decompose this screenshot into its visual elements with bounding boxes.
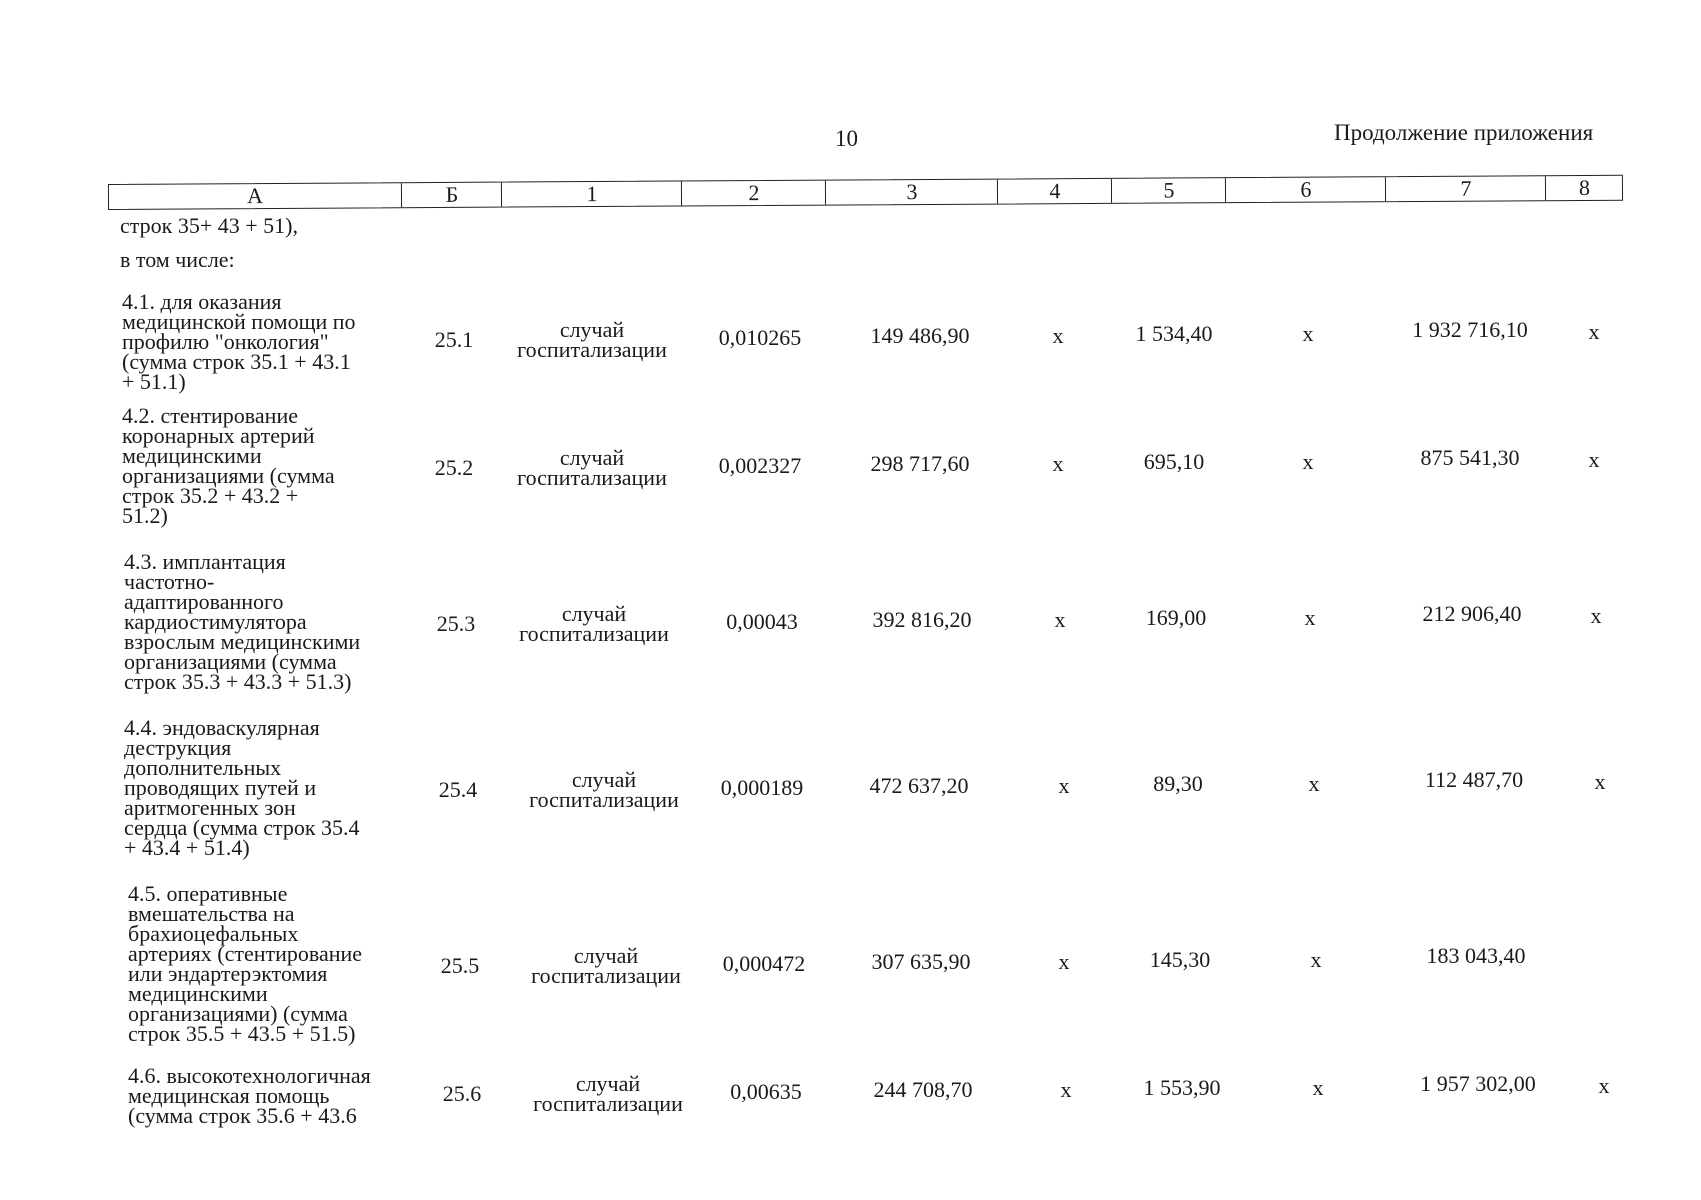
- row-col-4: х: [1054, 607, 1066, 632]
- row-col-5: 1 534,40: [1135, 321, 1213, 346]
- row-col-7: 112 487,70: [1424, 767, 1524, 792]
- row-description: 4.1. для оказания медицинской помощи по профилю "онкология" (сумма строк 35.1 + 43.1 + 51.1): [122, 289, 356, 394]
- row-unit: случай госпитализации: [517, 317, 667, 362]
- row-col-6: х: [1312, 1075, 1324, 1100]
- row-col-2: 0,000472: [722, 951, 806, 976]
- row-code: 25.2: [434, 455, 474, 480]
- row-col-4: х: [1060, 1077, 1072, 1102]
- continuation-caption: Продолжение приложения: [1334, 120, 1594, 145]
- row-unit: случай госпитализации: [519, 601, 669, 646]
- row-code: 25.4: [438, 777, 478, 802]
- row-col-3: 149 486,90: [870, 323, 970, 348]
- header-cell-5: 5: [1111, 178, 1226, 203]
- row-col-8: х: [1594, 769, 1606, 794]
- row-col-3: 244 708,70: [873, 1077, 973, 1102]
- row-description: 4.3. имплантация частотно- адаптированного кардиостимулятора взрослым медицинскими организациями (сумма строк 35.3 + 43.3 + 51.3): [124, 549, 361, 694]
- row-col-2: 0,010265: [718, 325, 802, 350]
- header-cell-6: 6: [1225, 177, 1386, 202]
- row-col-6: х: [1304, 605, 1316, 630]
- row-col-6: х: [1308, 771, 1320, 796]
- row-col-8: х: [1588, 447, 1600, 472]
- row-col-5: 1 553,90: [1143, 1075, 1221, 1100]
- continued-row-text: строк 35+ 43 + 51),: [120, 213, 298, 238]
- page-number: 10: [835, 126, 858, 151]
- row-col-5: 89,30: [1153, 771, 1203, 796]
- row-col-6: х: [1302, 449, 1314, 474]
- row-description: 4.5. оперативные вмешательства на брахиоцефальных артериях (стентирование или эндартерэктомия медицинскими организациями) (сумма строк 35.5 + 43.5 + 51.5): [128, 881, 363, 1046]
- row-col-3: 307 635,90: [871, 949, 971, 974]
- row-unit: случай госпитализации: [529, 767, 679, 812]
- row-col-3: 298 717,60: [870, 451, 970, 476]
- row-code: 25.5: [440, 953, 480, 978]
- row-col-8: х: [1588, 319, 1600, 344]
- row-code: 25.1: [434, 327, 474, 352]
- row-col-7: 1 957 302,00: [1420, 1071, 1536, 1096]
- header-cell-4: 4: [997, 179, 1112, 204]
- row-unit: случай госпитализации: [533, 1071, 683, 1116]
- row-col-4: х: [1052, 323, 1064, 348]
- row-col-3: 472 637,20: [869, 773, 969, 798]
- row-unit: случай госпитализации: [531, 943, 681, 988]
- row-col-5: 169,00: [1145, 605, 1207, 630]
- row-col-4: х: [1058, 773, 1070, 798]
- header-cell-a: А: [246, 183, 264, 209]
- row-col-7: 1 932 716,10: [1412, 317, 1528, 342]
- row-col-7: 212 906,40: [1422, 601, 1522, 626]
- header-cell-8: 8: [1545, 176, 1623, 200]
- row-col-2: 0,002327: [718, 453, 802, 478]
- row-col-6: х: [1310, 947, 1322, 972]
- row-col-7: 183 043,40: [1426, 943, 1526, 968]
- row-col-2: 0,00635: [730, 1079, 802, 1104]
- row-col-6: х: [1302, 321, 1314, 346]
- header-cell-b: Б: [401, 183, 502, 208]
- row-col-5: 695,10: [1143, 449, 1205, 474]
- header-cell-7: 7: [1385, 176, 1546, 201]
- row-description: 4.2. стентирование коронарных артерий медицинскими организациями (сумма строк 35.2 + 43.2 + 51.2): [122, 403, 335, 528]
- row-col-8: х: [1590, 603, 1602, 628]
- row-col-7: 875 541,30: [1420, 445, 1520, 470]
- row-unit: случай госпитализации: [517, 445, 667, 490]
- row-description: 4.6. высокотехнологичная медицинская помощь (сумма строк 35.6 + 43.6: [128, 1063, 371, 1128]
- row-code: 25.6: [442, 1081, 482, 1106]
- row-description: 4.4. эндоваскулярная деструкция дополнительных проводящих путей и аритмогенных зон сердца (сумма строк 35.4 + 43.4 + 51.4): [124, 715, 360, 860]
- row-col-5: 145,30: [1149, 947, 1211, 972]
- row-code: 25.3: [436, 611, 476, 636]
- row-col-8: х: [1598, 1073, 1610, 1098]
- header-cell-3: 3: [825, 180, 998, 205]
- row-col-4: х: [1052, 451, 1064, 476]
- row-col-2: 0,000189: [720, 775, 804, 800]
- header-cell-1: 1: [501, 181, 682, 206]
- subheading-including: в том числе:: [120, 247, 235, 272]
- row-col-4: х: [1058, 949, 1070, 974]
- table-header-row: [108, 175, 1623, 210]
- header-cell-2: 2: [681, 181, 826, 206]
- row-col-3: 392 816,20: [872, 607, 972, 632]
- row-col-2: 0,00043: [726, 609, 798, 634]
